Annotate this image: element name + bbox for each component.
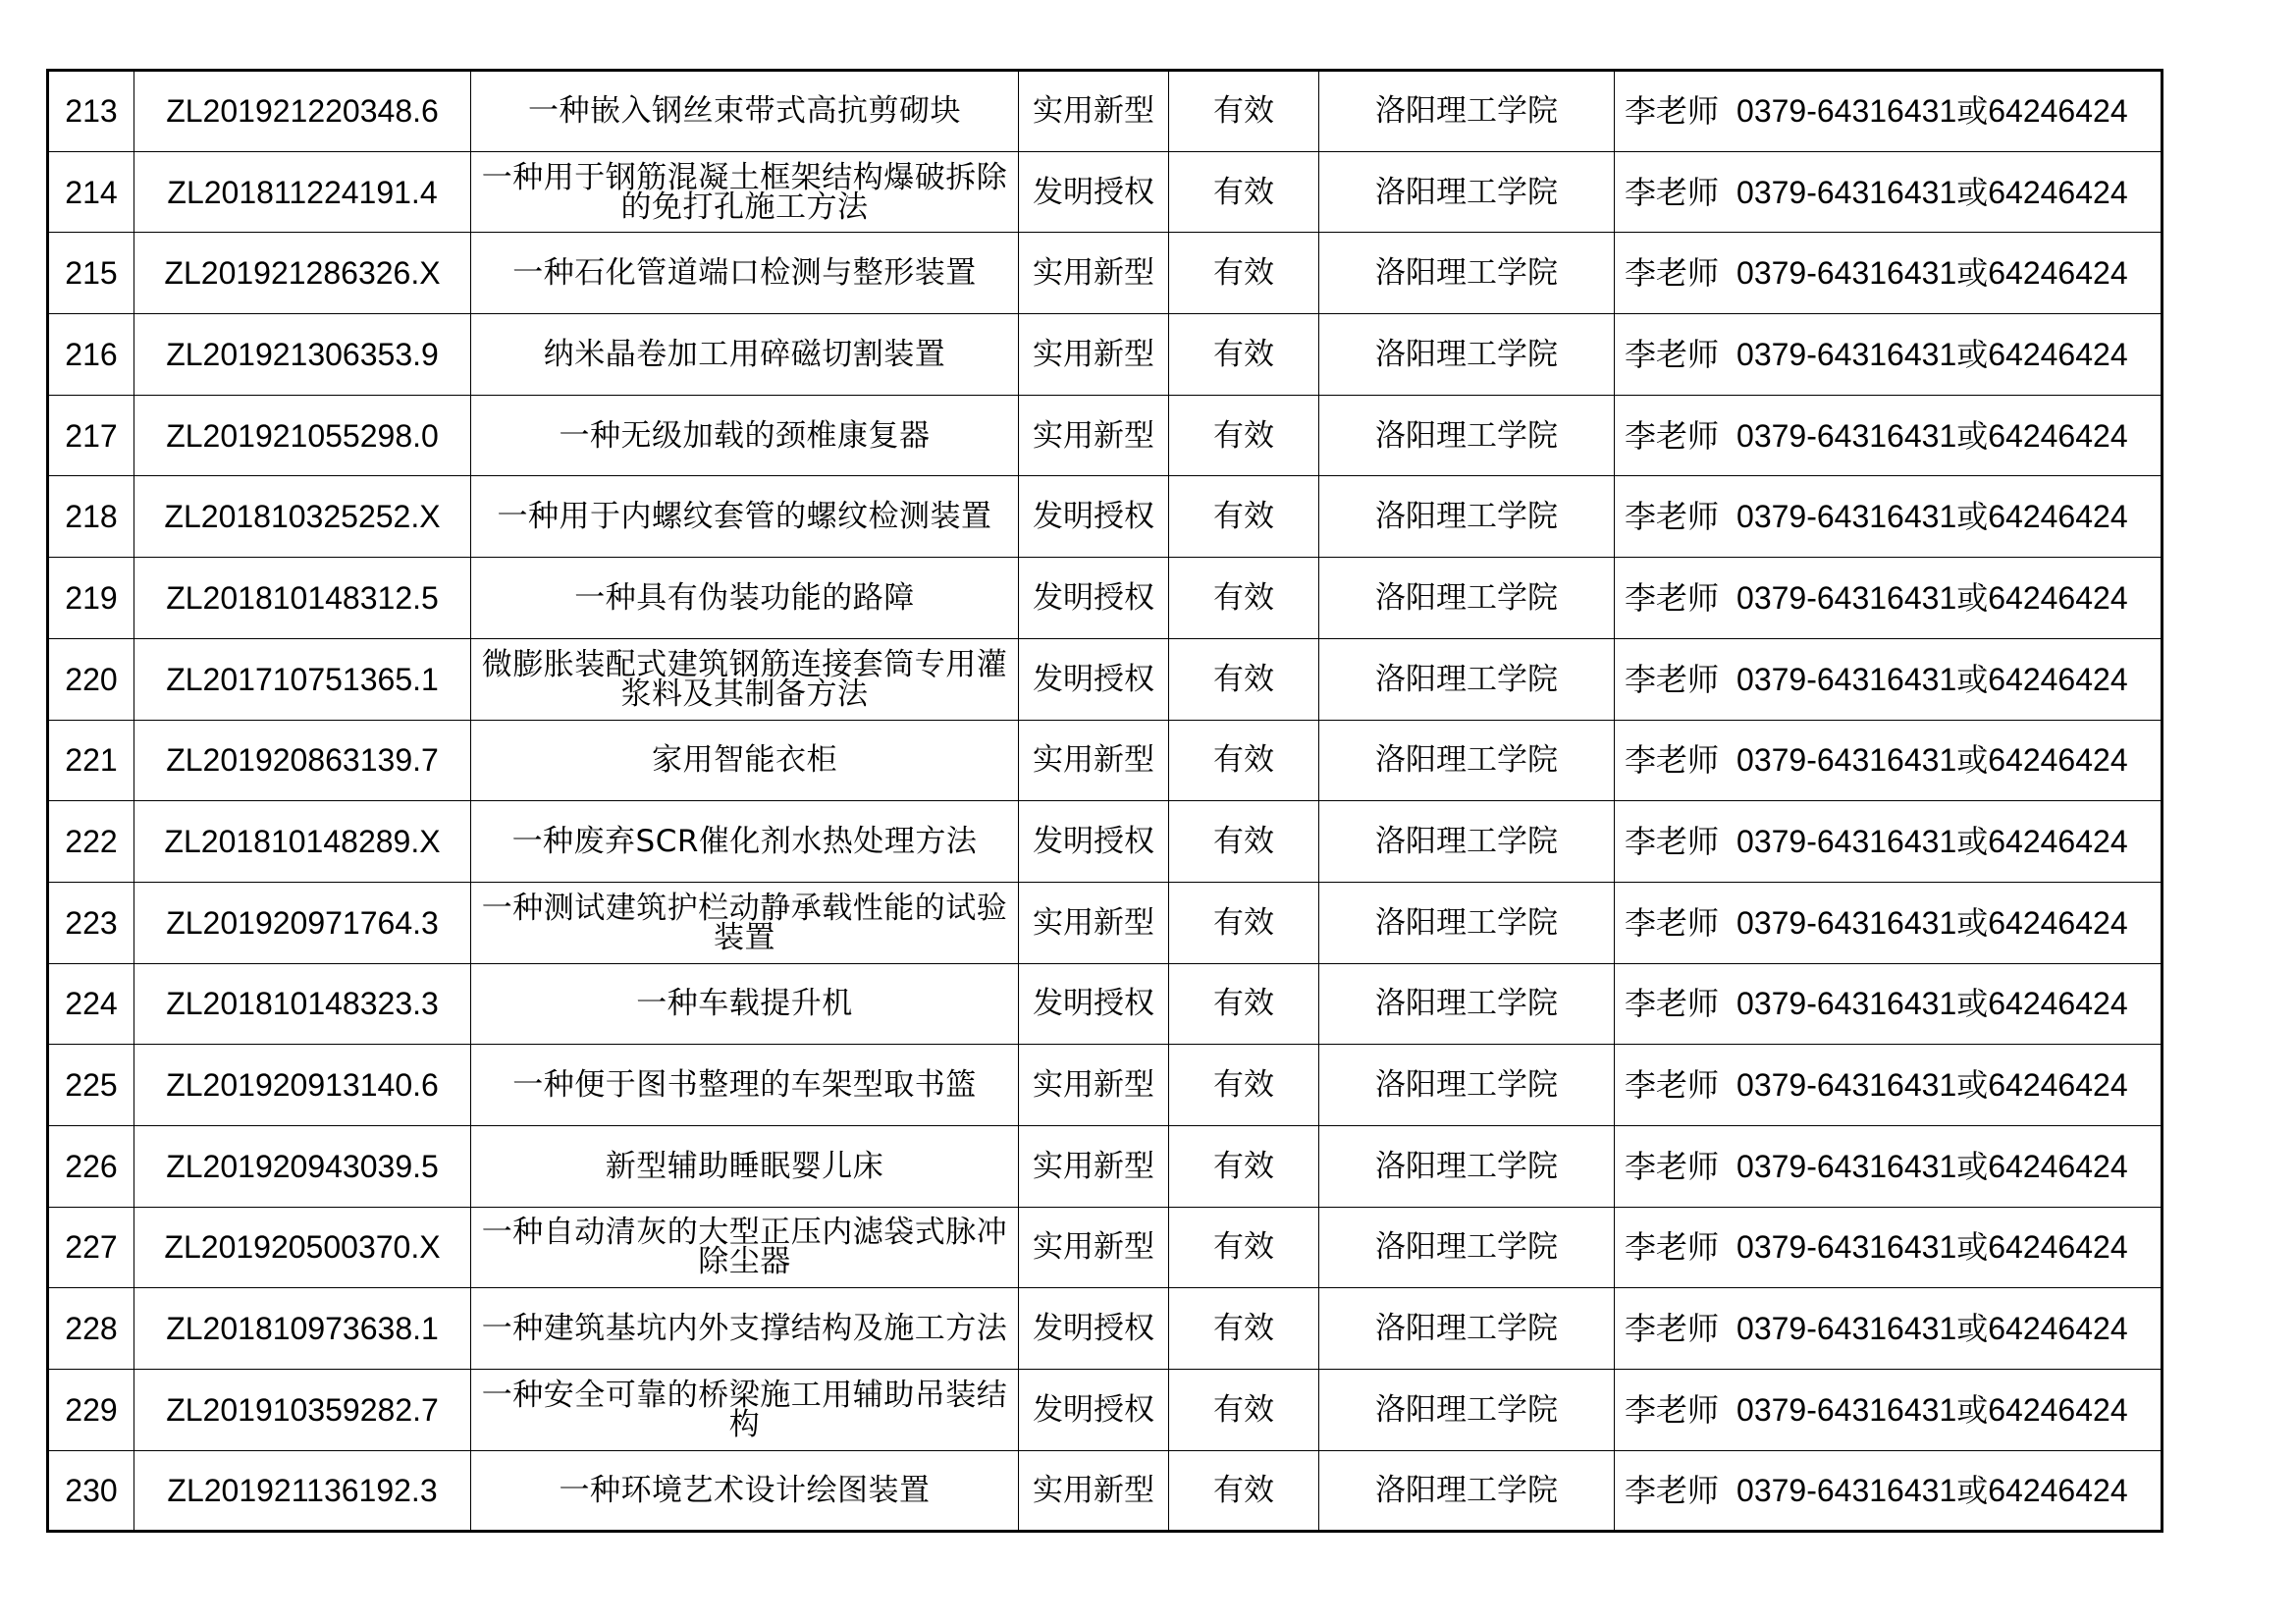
patent-status: 有效 [1169, 233, 1319, 314]
table-row [48, 558, 2163, 639]
patent-number: ZL201920913140.6 [134, 1045, 471, 1126]
contact-phone: 0379-64316431或64246424 [1736, 742, 2128, 779]
patent-type: 实用新型 [1019, 882, 1169, 963]
patent-type: 实用新型 [1019, 233, 1169, 314]
patent-status: 有效 [1169, 71, 1319, 152]
patent-owner: 洛阳理工学院 [1319, 801, 1615, 883]
patent-type: 实用新型 [1019, 1450, 1169, 1532]
patent-status: 有效 [1169, 801, 1319, 883]
contact-person: 李老师 [1625, 174, 1720, 210]
patent-status: 有效 [1169, 558, 1319, 639]
patent-status: 有效 [1169, 476, 1319, 558]
patent-number: ZL201810148312.5 [134, 558, 471, 639]
row-number: 218 [48, 476, 134, 558]
contact-cell [1615, 1288, 2163, 1370]
patent-type: 实用新型 [1019, 314, 1169, 396]
contact-person: 李老师 [1625, 1067, 1720, 1104]
contact-cell [1615, 963, 2163, 1045]
patent-owner: 洛阳理工学院 [1319, 71, 1615, 152]
contact-cell [1615, 314, 2163, 396]
contact-cell [1615, 476, 2163, 558]
contact-phone: 0379-64316431或64246424 [1736, 255, 2128, 292]
contact-cell [1615, 71, 2163, 152]
row-number: 213 [48, 71, 134, 152]
patent-name: 一种自动清灰的大型正压内滤袋式脉冲除尘器 [471, 1207, 1019, 1288]
patent-status: 有效 [1169, 395, 1319, 476]
patent-number: ZL201920500370.X [134, 1207, 471, 1288]
patent-status: 有效 [1169, 1125, 1319, 1207]
contact-cell [1615, 882, 2163, 963]
patent-name: 一种环境艺术设计绘图装置 [471, 1450, 1019, 1532]
table-row [48, 1125, 2163, 1207]
patent-owner: 洛阳理工学院 [1319, 882, 1615, 963]
patent-status: 有效 [1169, 151, 1319, 233]
contact-person: 李老师 [1625, 1473, 1720, 1509]
contact-phone: 0379-64316431或64246424 [1736, 986, 2128, 1022]
patent-type: 实用新型 [1019, 1125, 1169, 1207]
patent-type: 发明授权 [1019, 638, 1169, 720]
contact-phone: 0379-64316431或64246424 [1736, 417, 2128, 454]
patent-type: 实用新型 [1019, 395, 1169, 476]
patent-status: 有效 [1169, 1370, 1319, 1451]
patent-status: 有效 [1169, 1045, 1319, 1126]
patent-number: ZL201710751365.1 [134, 638, 471, 720]
table-row [48, 1288, 2163, 1370]
contact-phone: 0379-64316431或64246424 [1736, 499, 2128, 535]
patent-type: 发明授权 [1019, 801, 1169, 883]
patent-name: 一种车载提升机 [471, 963, 1019, 1045]
contact-person: 李老师 [1625, 255, 1720, 292]
table-row [48, 233, 2163, 314]
contact-phone: 0379-64316431或64246424 [1736, 1148, 2128, 1184]
row-number: 220 [48, 638, 134, 720]
patent-status: 有效 [1169, 963, 1319, 1045]
patent-number: ZL201921220348.6 [134, 71, 471, 152]
contact-phone: 0379-64316431或64246424 [1736, 336, 2128, 372]
patent-name: 一种用于内螺纹套管的螺纹检测装置 [471, 476, 1019, 558]
patent-number: ZL201810148289.X [134, 801, 471, 883]
row-number: 227 [48, 1207, 134, 1288]
patent-owner: 洛阳理工学院 [1319, 558, 1615, 639]
patent-name: 纳米晶卷加工用碎磁切割装置 [471, 314, 1019, 396]
contact-cell [1615, 801, 2163, 883]
patent-name: 一种建筑基坑内外支撑结构及施工方法 [471, 1288, 1019, 1370]
patent-number: ZL201921286326.X [134, 233, 471, 314]
table-row [48, 638, 2163, 720]
patent-owner: 洛阳理工学院 [1319, 1125, 1615, 1207]
row-number: 219 [48, 558, 134, 639]
contact-cell [1615, 395, 2163, 476]
contact-cell [1615, 1045, 2163, 1126]
patent-number: ZL201810973638.1 [134, 1288, 471, 1370]
contact-person: 李老师 [1625, 1391, 1720, 1428]
contact-person: 李老师 [1625, 661, 1720, 697]
patent-type: 实用新型 [1019, 1207, 1169, 1288]
patent-status: 有效 [1169, 720, 1319, 801]
contact-phone: 0379-64316431或64246424 [1736, 904, 2128, 941]
row-number: 225 [48, 1045, 134, 1126]
contact-cell [1615, 1370, 2163, 1451]
table-row [48, 476, 2163, 558]
contact-cell [1615, 1450, 2163, 1532]
table-row [48, 963, 2163, 1045]
patent-number: ZL201920863139.7 [134, 720, 471, 801]
patent-name: 一种具有伪装功能的路障 [471, 558, 1019, 639]
patent-number: ZL201921306353.9 [134, 314, 471, 396]
contact-phone: 0379-64316431或64246424 [1736, 579, 2128, 616]
patent-owner: 洛阳理工学院 [1319, 476, 1615, 558]
table-row [48, 151, 2163, 233]
row-number: 216 [48, 314, 134, 396]
patent-owner: 洛阳理工学院 [1319, 638, 1615, 720]
row-number: 221 [48, 720, 134, 801]
contact-phone: 0379-64316431或64246424 [1736, 1473, 2128, 1509]
patent-status: 有效 [1169, 1288, 1319, 1370]
contact-cell [1615, 558, 2163, 639]
patent-owner: 洛阳理工学院 [1319, 314, 1615, 396]
patent-owner: 洛阳理工学院 [1319, 151, 1615, 233]
contact-phone: 0379-64316431或64246424 [1736, 174, 2128, 210]
patent-number: ZL201920943039.5 [134, 1125, 471, 1207]
contact-person: 李老师 [1625, 1148, 1720, 1184]
contact-phone: 0379-64316431或64246424 [1736, 1311, 2128, 1347]
patent-status: 有效 [1169, 1207, 1319, 1288]
patent-name: 一种嵌入钢丝束带式高抗剪砌块 [471, 71, 1019, 152]
patent-name: 一种测试建筑护栏动静承载性能的试验装置 [471, 882, 1019, 963]
contact-cell [1615, 1207, 2163, 1288]
patent-type: 发明授权 [1019, 1370, 1169, 1451]
contact-person: 李老师 [1625, 1229, 1720, 1266]
contact-phone: 0379-64316431或64246424 [1736, 1067, 2128, 1104]
row-number: 215 [48, 233, 134, 314]
contact-person: 李老师 [1625, 1311, 1720, 1347]
table-row [48, 720, 2163, 801]
contact-person: 李老师 [1625, 336, 1720, 372]
contact-cell [1615, 233, 2163, 314]
row-number: 230 [48, 1450, 134, 1532]
patent-number: ZL201810325252.X [134, 476, 471, 558]
patent-type: 实用新型 [1019, 1045, 1169, 1126]
patent-type: 发明授权 [1019, 1288, 1169, 1370]
contact-phone: 0379-64316431或64246424 [1736, 661, 2128, 697]
table-row [48, 1370, 2163, 1451]
contact-person: 李老师 [1625, 417, 1720, 454]
patent-name: 一种用于钢筋混凝土框架结构爆破拆除的免打孔施工方法 [471, 151, 1019, 233]
patent-type: 发明授权 [1019, 558, 1169, 639]
patent-owner: 洛阳理工学院 [1319, 1045, 1615, 1126]
table-row [48, 801, 2163, 883]
patent-status: 有效 [1169, 638, 1319, 720]
patent-type: 实用新型 [1019, 71, 1169, 152]
patent-owner: 洛阳理工学院 [1319, 720, 1615, 801]
patent-number: ZL201921055298.0 [134, 395, 471, 476]
contact-person: 李老师 [1625, 904, 1720, 941]
patent-name: 微膨胀装配式建筑钢筋连接套筒专用灌浆料及其制备方法 [471, 638, 1019, 720]
patent-owner: 洛阳理工学院 [1319, 1288, 1615, 1370]
table-row [48, 1450, 2163, 1532]
patent-owner: 洛阳理工学院 [1319, 1207, 1615, 1288]
contact-phone: 0379-64316431或64246424 [1736, 1229, 2128, 1266]
patent-owner: 洛阳理工学院 [1319, 233, 1615, 314]
patent-status: 有效 [1169, 1450, 1319, 1532]
table-row [48, 395, 2163, 476]
contact-person: 李老师 [1625, 499, 1720, 535]
patent-name: 家用智能衣柜 [471, 720, 1019, 801]
patent-table-body [48, 71, 2163, 1532]
patent-owner: 洛阳理工学院 [1319, 963, 1615, 1045]
contact-cell [1615, 1125, 2163, 1207]
patent-type: 实用新型 [1019, 720, 1169, 801]
contact-person: 李老师 [1625, 742, 1720, 779]
contact-phone: 0379-64316431或64246424 [1736, 93, 2128, 130]
contact-cell [1615, 720, 2163, 801]
patent-status: 有效 [1169, 314, 1319, 396]
patent-number: ZL201810148323.3 [134, 963, 471, 1045]
table-row [48, 314, 2163, 396]
patent-number: ZL201921136192.3 [134, 1450, 471, 1532]
patent-name: 一种安全可靠的桥梁施工用辅助吊装结构 [471, 1370, 1019, 1451]
patent-owner: 洛阳理工学院 [1319, 1450, 1615, 1532]
contact-person: 李老师 [1625, 579, 1720, 616]
contact-person: 李老师 [1625, 986, 1720, 1022]
patent-type: 发明授权 [1019, 963, 1169, 1045]
patent-status: 有效 [1169, 882, 1319, 963]
patent-name: 新型辅助睡眠婴儿床 [471, 1125, 1019, 1207]
patent-type: 发明授权 [1019, 151, 1169, 233]
contact-cell [1615, 151, 2163, 233]
patent-name: 一种便于图书整理的车架型取书篮 [471, 1045, 1019, 1126]
patent-name: 一种石化管道端口检测与整形装置 [471, 233, 1019, 314]
patent-number: ZL201811224191.4 [134, 151, 471, 233]
patent-owner: 洛阳理工学院 [1319, 1370, 1615, 1451]
table-row [48, 882, 2163, 963]
contact-person: 李老师 [1625, 824, 1720, 860]
row-number: 228 [48, 1288, 134, 1370]
table-row [48, 1207, 2163, 1288]
patent-number: ZL201910359282.7 [134, 1370, 471, 1451]
patent-owner: 洛阳理工学院 [1319, 395, 1615, 476]
patent-name: 一种无级加载的颈椎康复器 [471, 395, 1019, 476]
contact-phone: 0379-64316431或64246424 [1736, 1391, 2128, 1428]
table-row [48, 71, 2163, 152]
row-number: 229 [48, 1370, 134, 1451]
table-row [48, 1045, 2163, 1126]
patent-type: 发明授权 [1019, 476, 1169, 558]
contact-person: 李老师 [1625, 93, 1720, 130]
patent-number: ZL201920971764.3 [134, 882, 471, 963]
contact-phone: 0379-64316431或64246424 [1736, 824, 2128, 860]
row-number: 222 [48, 801, 134, 883]
row-number: 217 [48, 395, 134, 476]
row-number: 214 [48, 151, 134, 233]
row-number: 224 [48, 963, 134, 1045]
patent-table [46, 69, 2163, 1533]
row-number: 223 [48, 882, 134, 963]
patent-name: 一种废弃SCR催化剂水热处理方法 [471, 801, 1019, 883]
contact-cell [1615, 638, 2163, 720]
row-number: 226 [48, 1125, 134, 1207]
